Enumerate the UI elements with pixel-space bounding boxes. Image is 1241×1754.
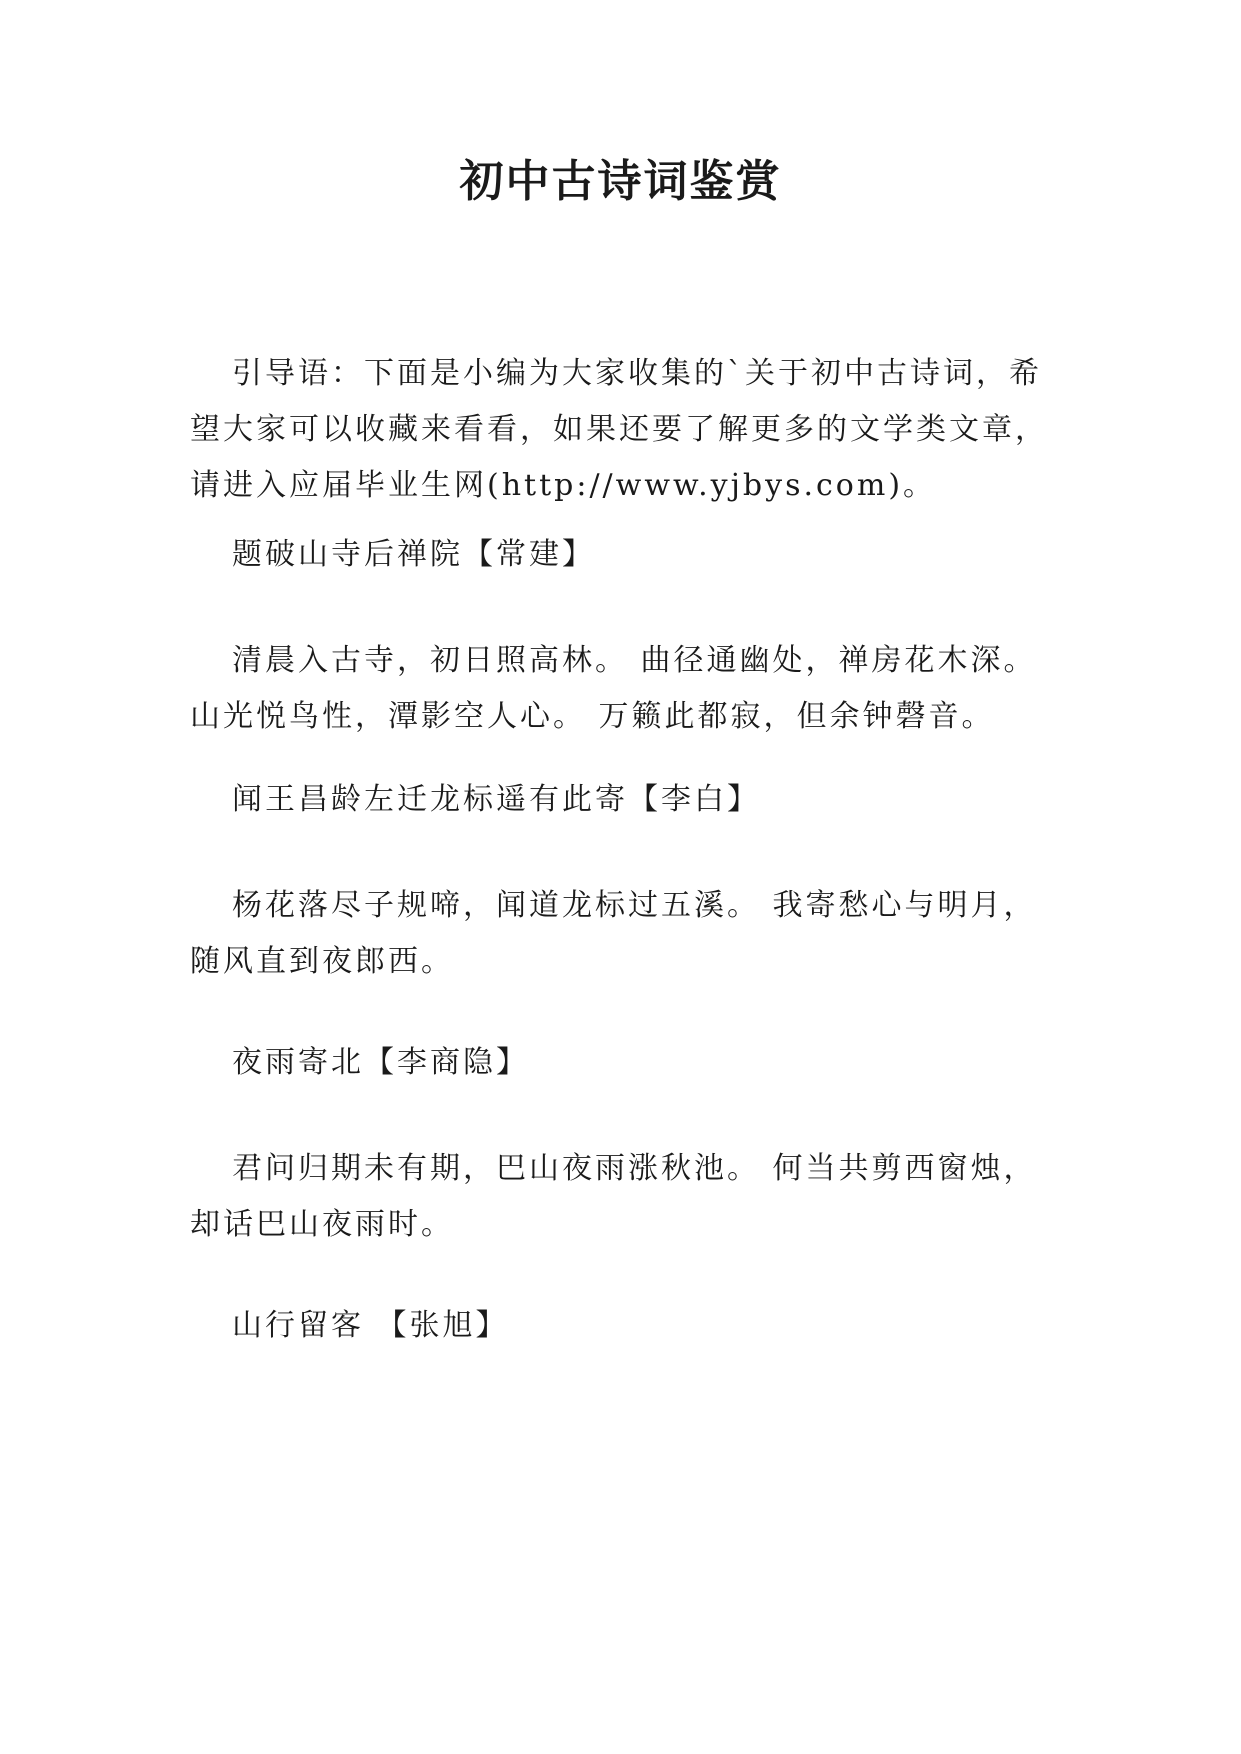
intro-line: 请进入应届毕业生网(http://www.yjbys.com)。 xyxy=(190,468,937,503)
poem-body xyxy=(190,878,1060,990)
poem-line: 山光悦鸟性，潭影空人心。 万籁此都寂，但余钟磬音。 xyxy=(190,699,995,734)
page-title: 初中古诗词鉴赏 xyxy=(459,156,782,207)
poem-body xyxy=(190,633,1060,745)
poem-line: 清晨入古寺，初日照高林。 曲径通幽处，禅房花木深。 xyxy=(232,643,1037,678)
poem-heading xyxy=(190,1298,1060,1354)
poem-title: 山行留客 【张旭】 xyxy=(232,1308,509,1343)
intro-line: 望大家可以收藏来看看，如果还要了解更多的文学类文章， xyxy=(190,412,1048,447)
poem-line: 却话巴山夜雨时。 xyxy=(190,1207,454,1242)
poem-title: 闻王昌龄左迁龙标遥有此寄【李白】 xyxy=(232,782,760,817)
intro-paragraph xyxy=(190,346,1060,514)
poem-line: 君问归期未有期，巴山夜雨涨秋池。 何当共剪西窗烛， xyxy=(232,1151,1037,1186)
poem-heading xyxy=(190,527,1060,583)
intro-line: 引导语：下面是小编为大家收集的`关于初中古诗词，希 xyxy=(232,356,1042,391)
poem-line: 随风直到夜郎西。 xyxy=(190,944,454,979)
poem-heading xyxy=(190,772,1060,828)
poem-body xyxy=(190,1141,1060,1253)
poem-title: 题破山寺后禅院【常建】 xyxy=(232,537,595,572)
poem-title: 夜雨寄北【李商隐】 xyxy=(232,1045,529,1080)
poem-heading xyxy=(190,1035,1060,1091)
poem-line: 杨花落尽子规啼，闻道龙标过五溪。 我寄愁心与明月， xyxy=(232,888,1037,923)
